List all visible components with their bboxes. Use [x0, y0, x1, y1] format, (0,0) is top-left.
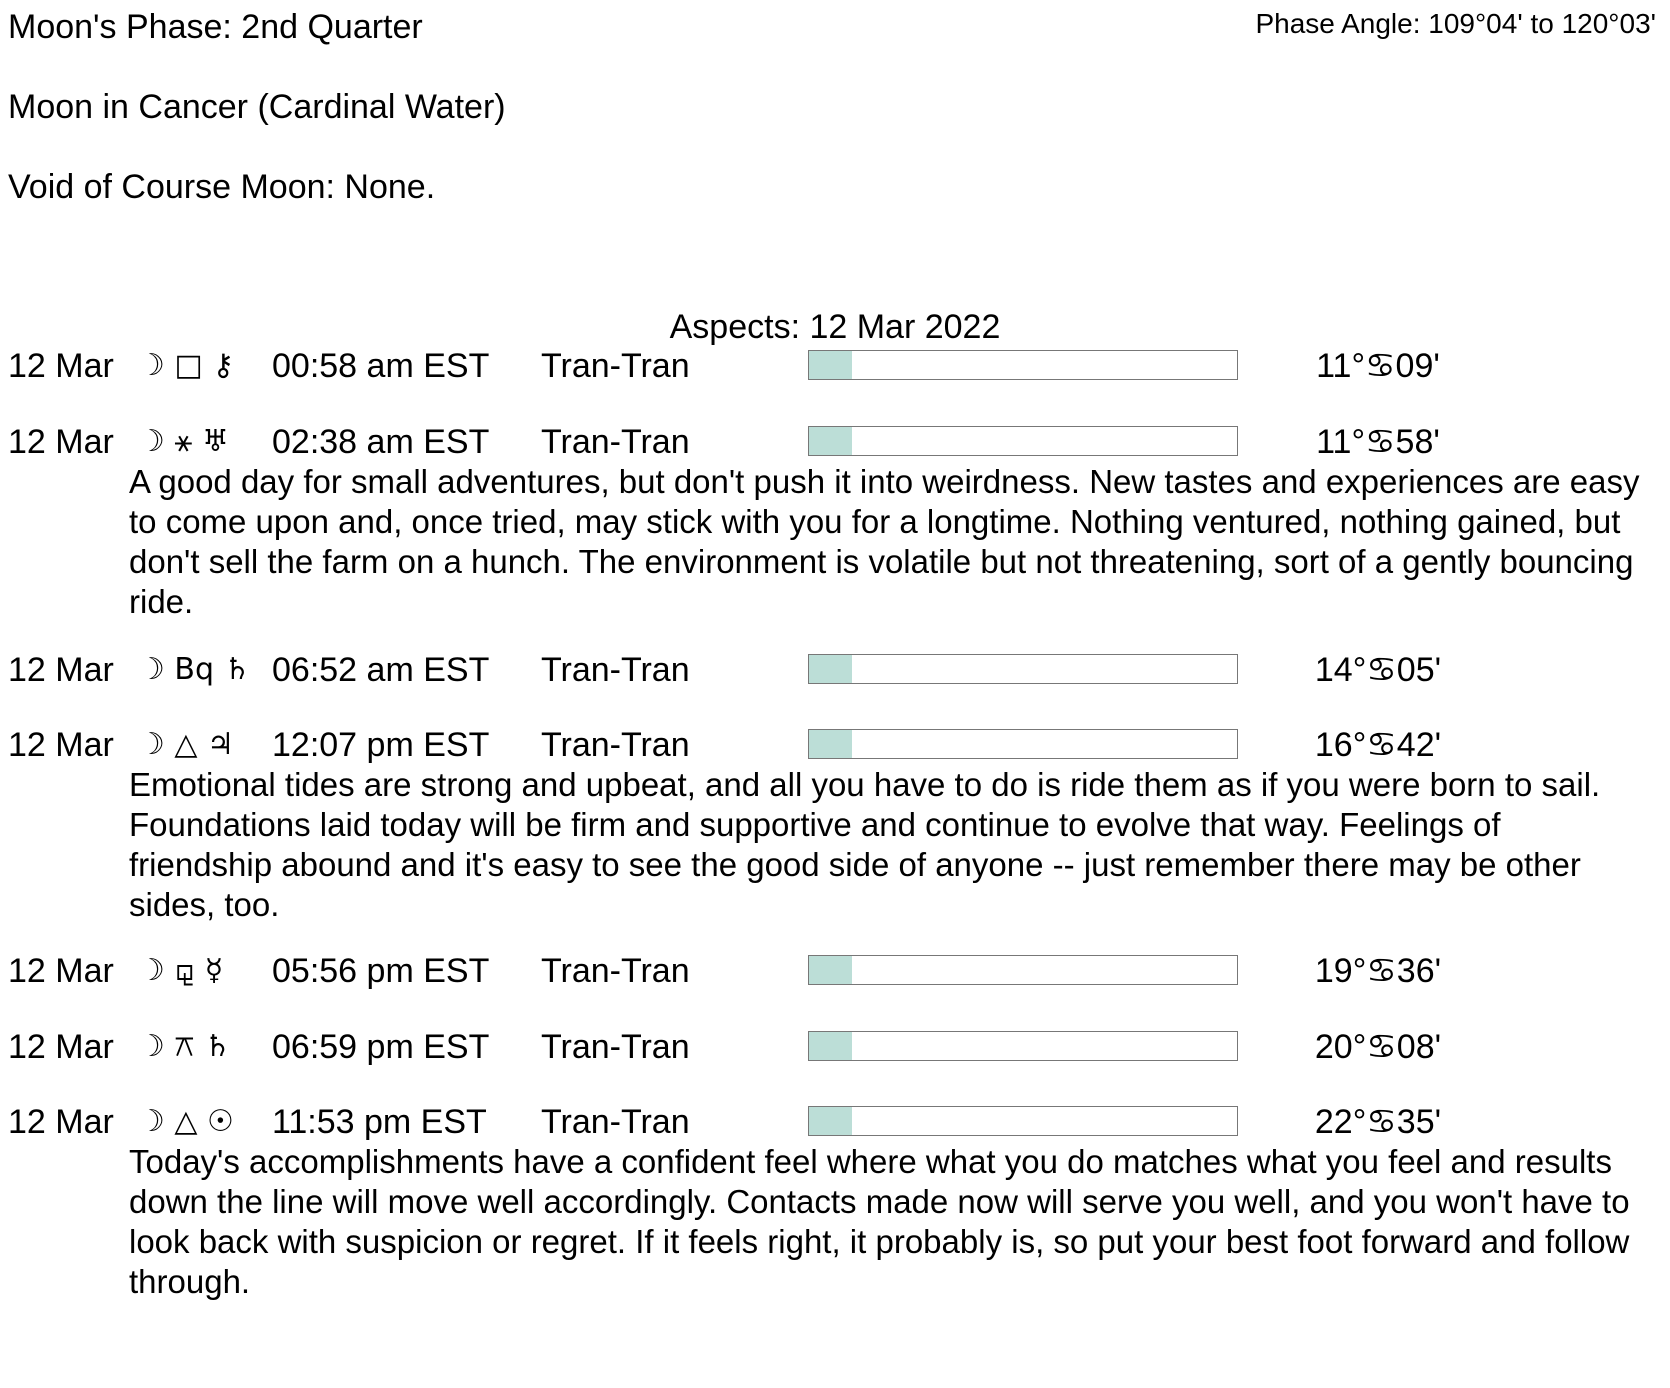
aspect-entry [8, 1027, 1648, 1067]
aspect-position: 19°♋36' [1314, 952, 1442, 990]
aspect-entry [8, 1102, 1648, 1302]
aspect-position: 11°♋09' [1316, 347, 1440, 385]
strength-bar-fill [809, 1107, 852, 1135]
strength-bar-fill [809, 730, 852, 758]
aspect-type: Tran-Tran [541, 1028, 690, 1066]
strength-bar [808, 1031, 1238, 1061]
aspect-time: 12:07 pm EST [272, 726, 490, 764]
aspect-glyphs: ☽ Bq ♄ [138, 652, 251, 687]
aspect-glyphs: ☽ ⚻ ♄ [138, 1029, 231, 1064]
strength-bar [808, 654, 1238, 684]
aspect-glyphs: ☽ ⚼ ☿ [138, 953, 224, 988]
strength-bar [808, 426, 1238, 456]
aspect-row [8, 951, 1648, 991]
aspect-row [8, 725, 1648, 765]
aspect-row [8, 1027, 1648, 1067]
aspect-description: A good day for small adventures, but don't push it into weirdness. New tastes and experiences are easy to come upon and, once tried, may stick with you for a longtime. Nothing ventured, nothing gained, but don't sell the farm on a hunch. The environment is volatile but not threatening, sort of a gently bouncing ride. [129, 463, 1640, 620]
aspect-time: 06:52 am EST [272, 651, 490, 689]
aspect-glyphs: ☽ △ ♃ [138, 727, 234, 762]
moon-phase: Moon's Phase: 2nd Quarter [8, 8, 423, 46]
aspect-entry [8, 951, 1648, 991]
aspect-time: 11:53 pm EST [272, 1103, 487, 1141]
aspect-time: 02:38 am EST [272, 423, 490, 461]
aspect-description: Today's accomplishments have a confident feel where what you do matches what you feel and results down the line will move well accordingly. Contacts made now will serve you well, and you won't have to look back with suspicion or regret. If it feels right, it probably is, so put your best foot forward and follow through. [129, 1143, 1630, 1300]
aspect-type: Tran-Tran [541, 1103, 690, 1141]
aspect-date: 12 Mar [8, 726, 114, 764]
aspect-row [8, 650, 1648, 690]
strength-bar [808, 955, 1238, 985]
aspect-type: Tran-Tran [541, 651, 690, 689]
aspect-position: 20°♋08' [1314, 1028, 1442, 1066]
aspect-glyphs: ☽ △ ☉ [138, 1104, 234, 1139]
aspect-time: 05:56 pm EST [272, 952, 490, 990]
aspect-type: Tran-Tran [541, 423, 690, 461]
aspect-date: 12 Mar [8, 1028, 114, 1066]
aspect-date: 12 Mar [8, 1103, 114, 1141]
aspects-title: Aspects: 12 Mar 2022 [669, 308, 1001, 346]
aspect-row [8, 346, 1648, 386]
aspect-position: 11°♋58' [1316, 423, 1440, 461]
strength-bar-fill [809, 427, 852, 455]
aspect-date: 12 Mar [8, 347, 114, 385]
aspect-time: 00:58 am EST [272, 347, 490, 385]
strength-bar-fill [809, 1032, 852, 1060]
aspect-date: 12 Mar [8, 952, 114, 990]
aspect-time: 06:59 pm EST [272, 1028, 490, 1066]
aspect-description: Emotional tides are strong and upbeat, and all you have to do is ride them as if you were born to sail. Foundations laid today will be firm and supportive and continue to evolve that way. Feelings of friendship abound and it's easy to see the good side of anyone -- just remember there may be other sides, too. [129, 766, 1601, 923]
aspect-entry [8, 346, 1648, 386]
aspect-position: 22°♋35' [1314, 1103, 1442, 1141]
moon-sign: Moon in Cancer (Cardinal Water) [8, 88, 506, 126]
aspect-row [8, 422, 1648, 462]
aspect-date: 12 Mar [8, 423, 114, 461]
aspect-glyphs: ☽ ⚹ ♅ [138, 424, 229, 459]
aspect-date: 12 Mar [8, 651, 114, 689]
aspect-entry [8, 650, 1648, 690]
strength-bar-fill [809, 655, 852, 683]
strength-bar [808, 1106, 1238, 1136]
aspect-type: Tran-Tran [541, 726, 690, 764]
aspect-entry [8, 725, 1648, 925]
strength-bar-fill [809, 351, 852, 379]
strength-bar [808, 350, 1238, 380]
aspect-type: Tran-Tran [541, 952, 690, 990]
aspect-entry [8, 422, 1648, 622]
aspect-type: Tran-Tran [541, 347, 690, 385]
strength-bar-fill [809, 956, 852, 984]
void-of-course: Void of Course Moon: None. [8, 168, 436, 206]
strength-bar [808, 729, 1238, 759]
aspect-position: 16°♋42' [1314, 726, 1442, 764]
aspect-row [8, 1102, 1648, 1142]
aspect-position: 14°♋05' [1314, 651, 1442, 689]
phase-angle: Phase Angle: 109°04' to 120°03' [1255, 8, 1656, 39]
aspect-glyphs: ☽ □ ⚷ [138, 348, 235, 383]
